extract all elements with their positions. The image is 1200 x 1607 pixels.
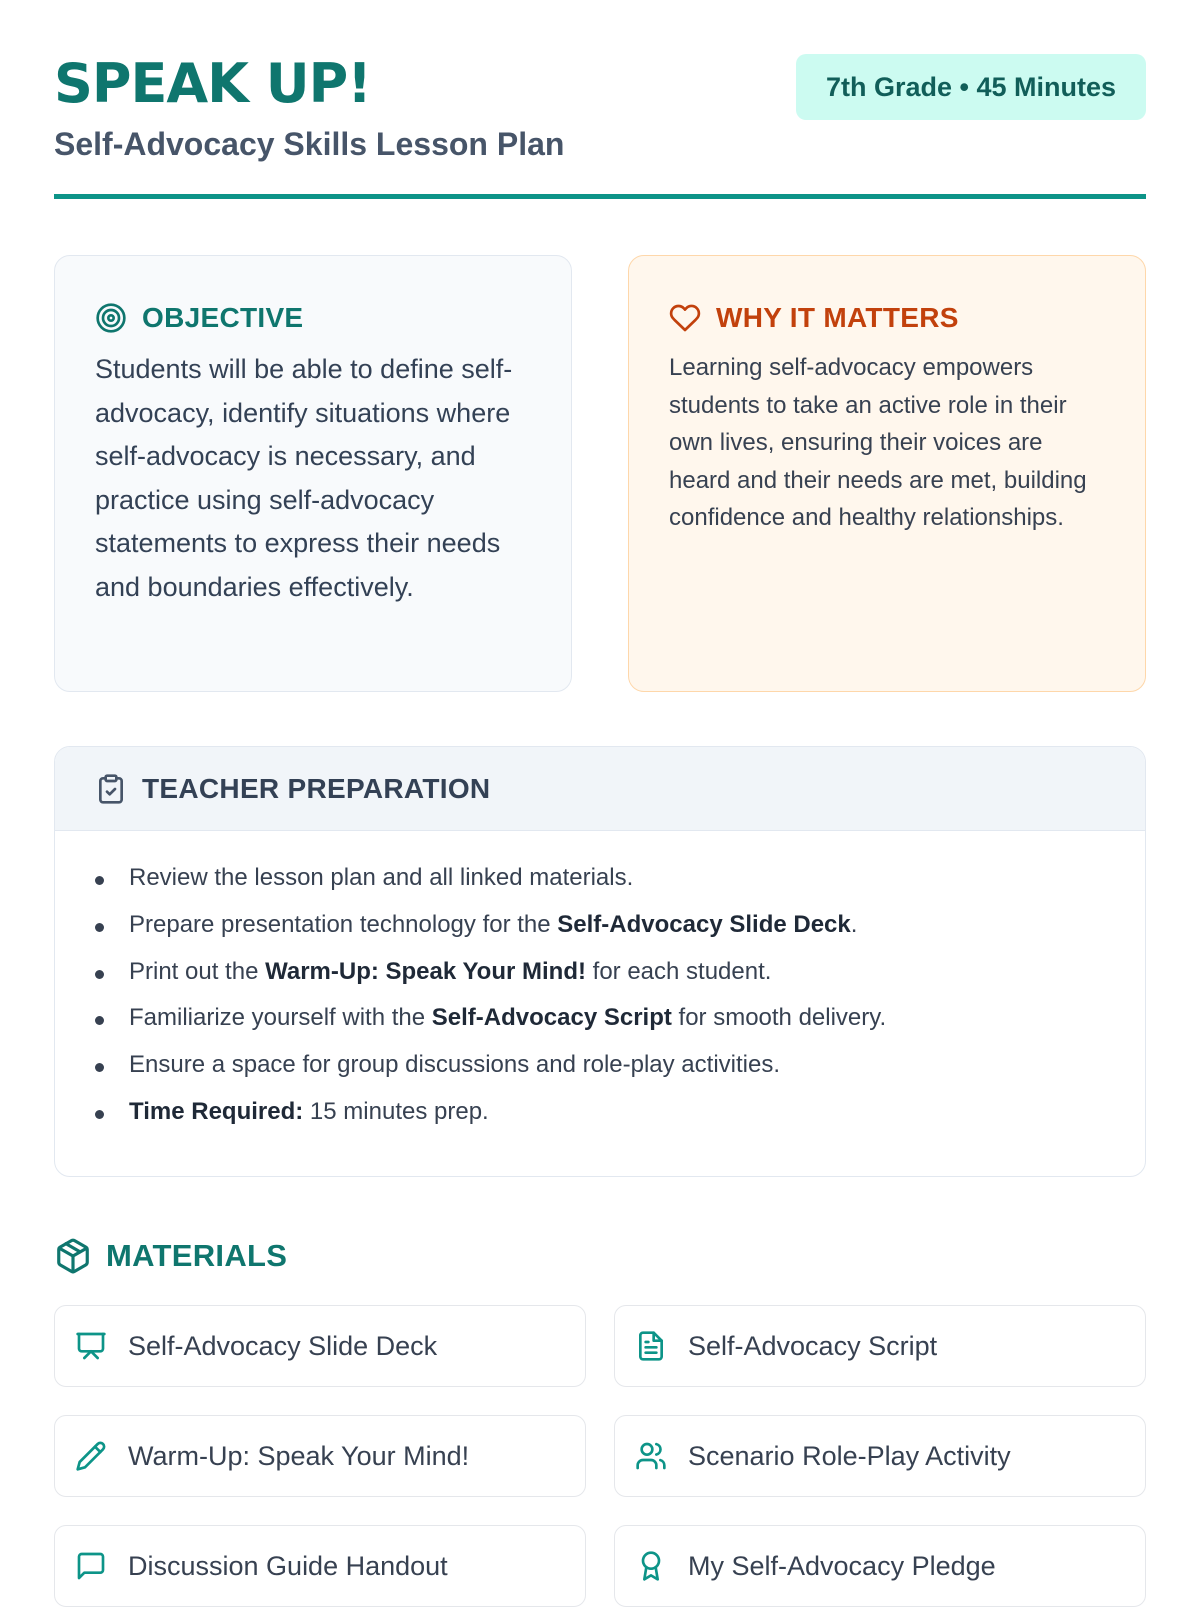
heart-icon <box>669 302 701 334</box>
objective-header <box>95 298 531 338</box>
material-warm-up[interactable] <box>54 1415 586 1497</box>
material-label: My Self-Advocacy Pledge <box>688 1550 996 1581</box>
list-item: Prepare presentation technology for the Self-Advocacy Slide Deck. <box>95 902 1145 949</box>
material-label: Scenario Role-Play Activity <box>688 1440 1011 1471</box>
why-text: Learning self-advocacy empowers students to take an active role in their own lives, ensuring their voices are heard and their needs are met, building confidence and healthy relationships. <box>669 354 1087 531</box>
material-role-play[interactable] <box>614 1415 1146 1497</box>
teacher-preparation-title: TEACHER PREPARATION <box>142 772 491 804</box>
objective-card <box>54 255 572 692</box>
why-it-matters-card <box>628 255 1146 692</box>
materials-title: MATERIALS <box>106 1238 288 1273</box>
material-label: Self-Advocacy Slide Deck <box>128 1330 438 1361</box>
list-item: Ensure a space for group discussions and role-play activities. <box>95 1042 1145 1089</box>
list-item: Print out the Warm-Up: Speak Your Mind! for each student. <box>95 949 1145 996</box>
grade-duration-badge: 7th Grade • 45 Minutes <box>796 54 1146 120</box>
teacher-preparation-header <box>55 747 1145 831</box>
chat-icon <box>75 1550 107 1582</box>
materials-header <box>54 1234 287 1278</box>
why-header <box>669 298 1105 338</box>
material-script[interactable] <box>614 1305 1146 1387</box>
document-icon <box>635 1330 667 1362</box>
clipboard-check-icon <box>95 773 127 805</box>
users-icon <box>635 1440 667 1472</box>
list-item: Familiarize yourself with the Self-Advocacy Script for smooth delivery. <box>95 995 1145 1042</box>
header-divider <box>54 194 1146 199</box>
why-title: WHY IT MATTERS <box>716 302 959 333</box>
box-icon <box>54 1237 92 1275</box>
teacher-preparation-section <box>54 746 1146 1177</box>
preparation-list <box>55 831 1145 1136</box>
page-subtitle: Self-Advocacy Skills Lesson Plan <box>54 126 565 162</box>
objective-title: OBJECTIVE <box>142 302 304 333</box>
award-icon <box>635 1550 667 1582</box>
list-item: Review the lesson plan and all linked materials. <box>95 855 1145 902</box>
material-discussion-guide[interactable] <box>54 1525 586 1607</box>
target-icon <box>95 302 127 334</box>
material-slide-deck[interactable] <box>54 1305 586 1387</box>
pencil-icon <box>75 1440 107 1472</box>
header <box>54 0 1146 200</box>
material-label: Discussion Guide Handout <box>128 1550 448 1581</box>
lesson-plan-page <box>54 0 1146 1581</box>
page-title: SPEAK UP! <box>54 52 371 115</box>
objective-text: Students will be able to define self-advocacy, identify situations where self-advocacy is necessary, and practice using self-advocacy statements to express their needs and boundaries effectively. <box>95 354 513 602</box>
material-pledge[interactable] <box>614 1525 1146 1607</box>
material-label: Self-Advocacy Script <box>688 1330 938 1361</box>
presentation-icon <box>75 1330 107 1362</box>
material-label: Warm-Up: Speak Your Mind! <box>128 1440 470 1471</box>
list-item: Time Required: 15 minutes prep. <box>95 1089 1145 1136</box>
